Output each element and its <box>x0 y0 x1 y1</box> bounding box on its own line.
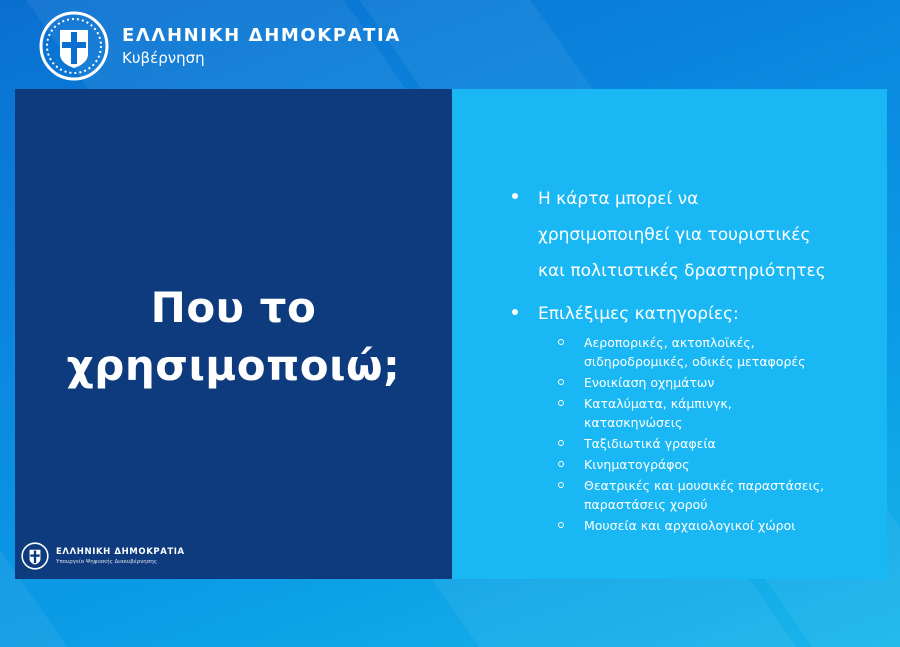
bullet-dot-icon <box>512 309 518 315</box>
slide-title <box>15 279 452 395</box>
footer-logo <box>21 542 185 570</box>
category-text: Κινηματογράφος <box>584 457 690 472</box>
list-item <box>558 394 869 432</box>
circle-bullet-icon <box>558 440 564 446</box>
page-header <box>38 10 401 82</box>
bullet-text-line: και πολιτιστικές δραστηριότητες <box>538 261 826 281</box>
list-item <box>558 455 869 474</box>
circle-bullet-icon <box>558 379 564 385</box>
category-text: Ταξιδιωτικά γραφεία <box>584 436 716 451</box>
header-title: ΕΛΛΗΝΙΚΗ ΔΗΜΟΚΡΑΤΙΑ <box>122 25 401 46</box>
circle-bullet-icon <box>558 461 564 467</box>
list-item <box>558 476 869 514</box>
bullet-dot-icon <box>512 193 518 199</box>
list-item <box>558 516 869 535</box>
slide-right-panel <box>452 89 887 579</box>
greek-emblem-icon <box>21 542 49 570</box>
footer-title: ΕΛΛΗΝΙΚΗ ΔΗΜΟΚΡΑΤΙΑ <box>56 547 185 557</box>
slide-title-line2: χρησιμοποιώ; <box>66 341 401 390</box>
category-text: παραστάσεις χορού <box>584 497 708 512</box>
category-text: Μουσεία και αρχαιολογικοί χώροι <box>584 518 796 533</box>
header-subtitle: Κυβέρνηση <box>122 49 205 67</box>
presentation-slide <box>15 89 887 579</box>
category-text: Καταλύματα, κάμπινγκ, <box>584 396 732 411</box>
list-item <box>558 333 869 371</box>
circle-bullet-icon <box>558 339 564 345</box>
list-item <box>558 434 869 453</box>
category-text: Θεατρικές και μουσικές παραστάσεις, <box>584 478 825 493</box>
list-item <box>558 373 869 392</box>
bullet-item <box>512 299 869 329</box>
footer-subtitle: Υπουργείο Ψηφιακής Διακυβέρνησης <box>56 559 157 565</box>
bullet-item <box>512 181 869 289</box>
circle-bullet-icon <box>558 522 564 528</box>
bullet-text-line: Επιλέξιμες κατηγορίες: <box>538 304 739 324</box>
bullet-text-line: χρησιμοποιηθεί για τουριστικές <box>538 225 811 245</box>
circle-bullet-icon <box>558 400 564 406</box>
bullet-list <box>512 181 869 535</box>
category-text: σιδηροδρομικές, οδικές μεταφορές <box>584 354 806 369</box>
slide-left-panel <box>15 89 452 579</box>
greek-emblem-icon <box>38 10 110 82</box>
category-text: Ενοικίαση οχημάτων <box>584 375 715 390</box>
slide-title-line1: Που το <box>150 283 317 332</box>
category-text: κατασκηνώσεις <box>584 415 683 430</box>
circle-bullet-icon <box>558 482 564 488</box>
bullet-text-line: Η κάρτα μπορεί να <box>538 189 699 209</box>
category-text: Αεροπορικές, ακτοπλοϊκές, <box>584 335 755 350</box>
category-list <box>558 333 869 535</box>
